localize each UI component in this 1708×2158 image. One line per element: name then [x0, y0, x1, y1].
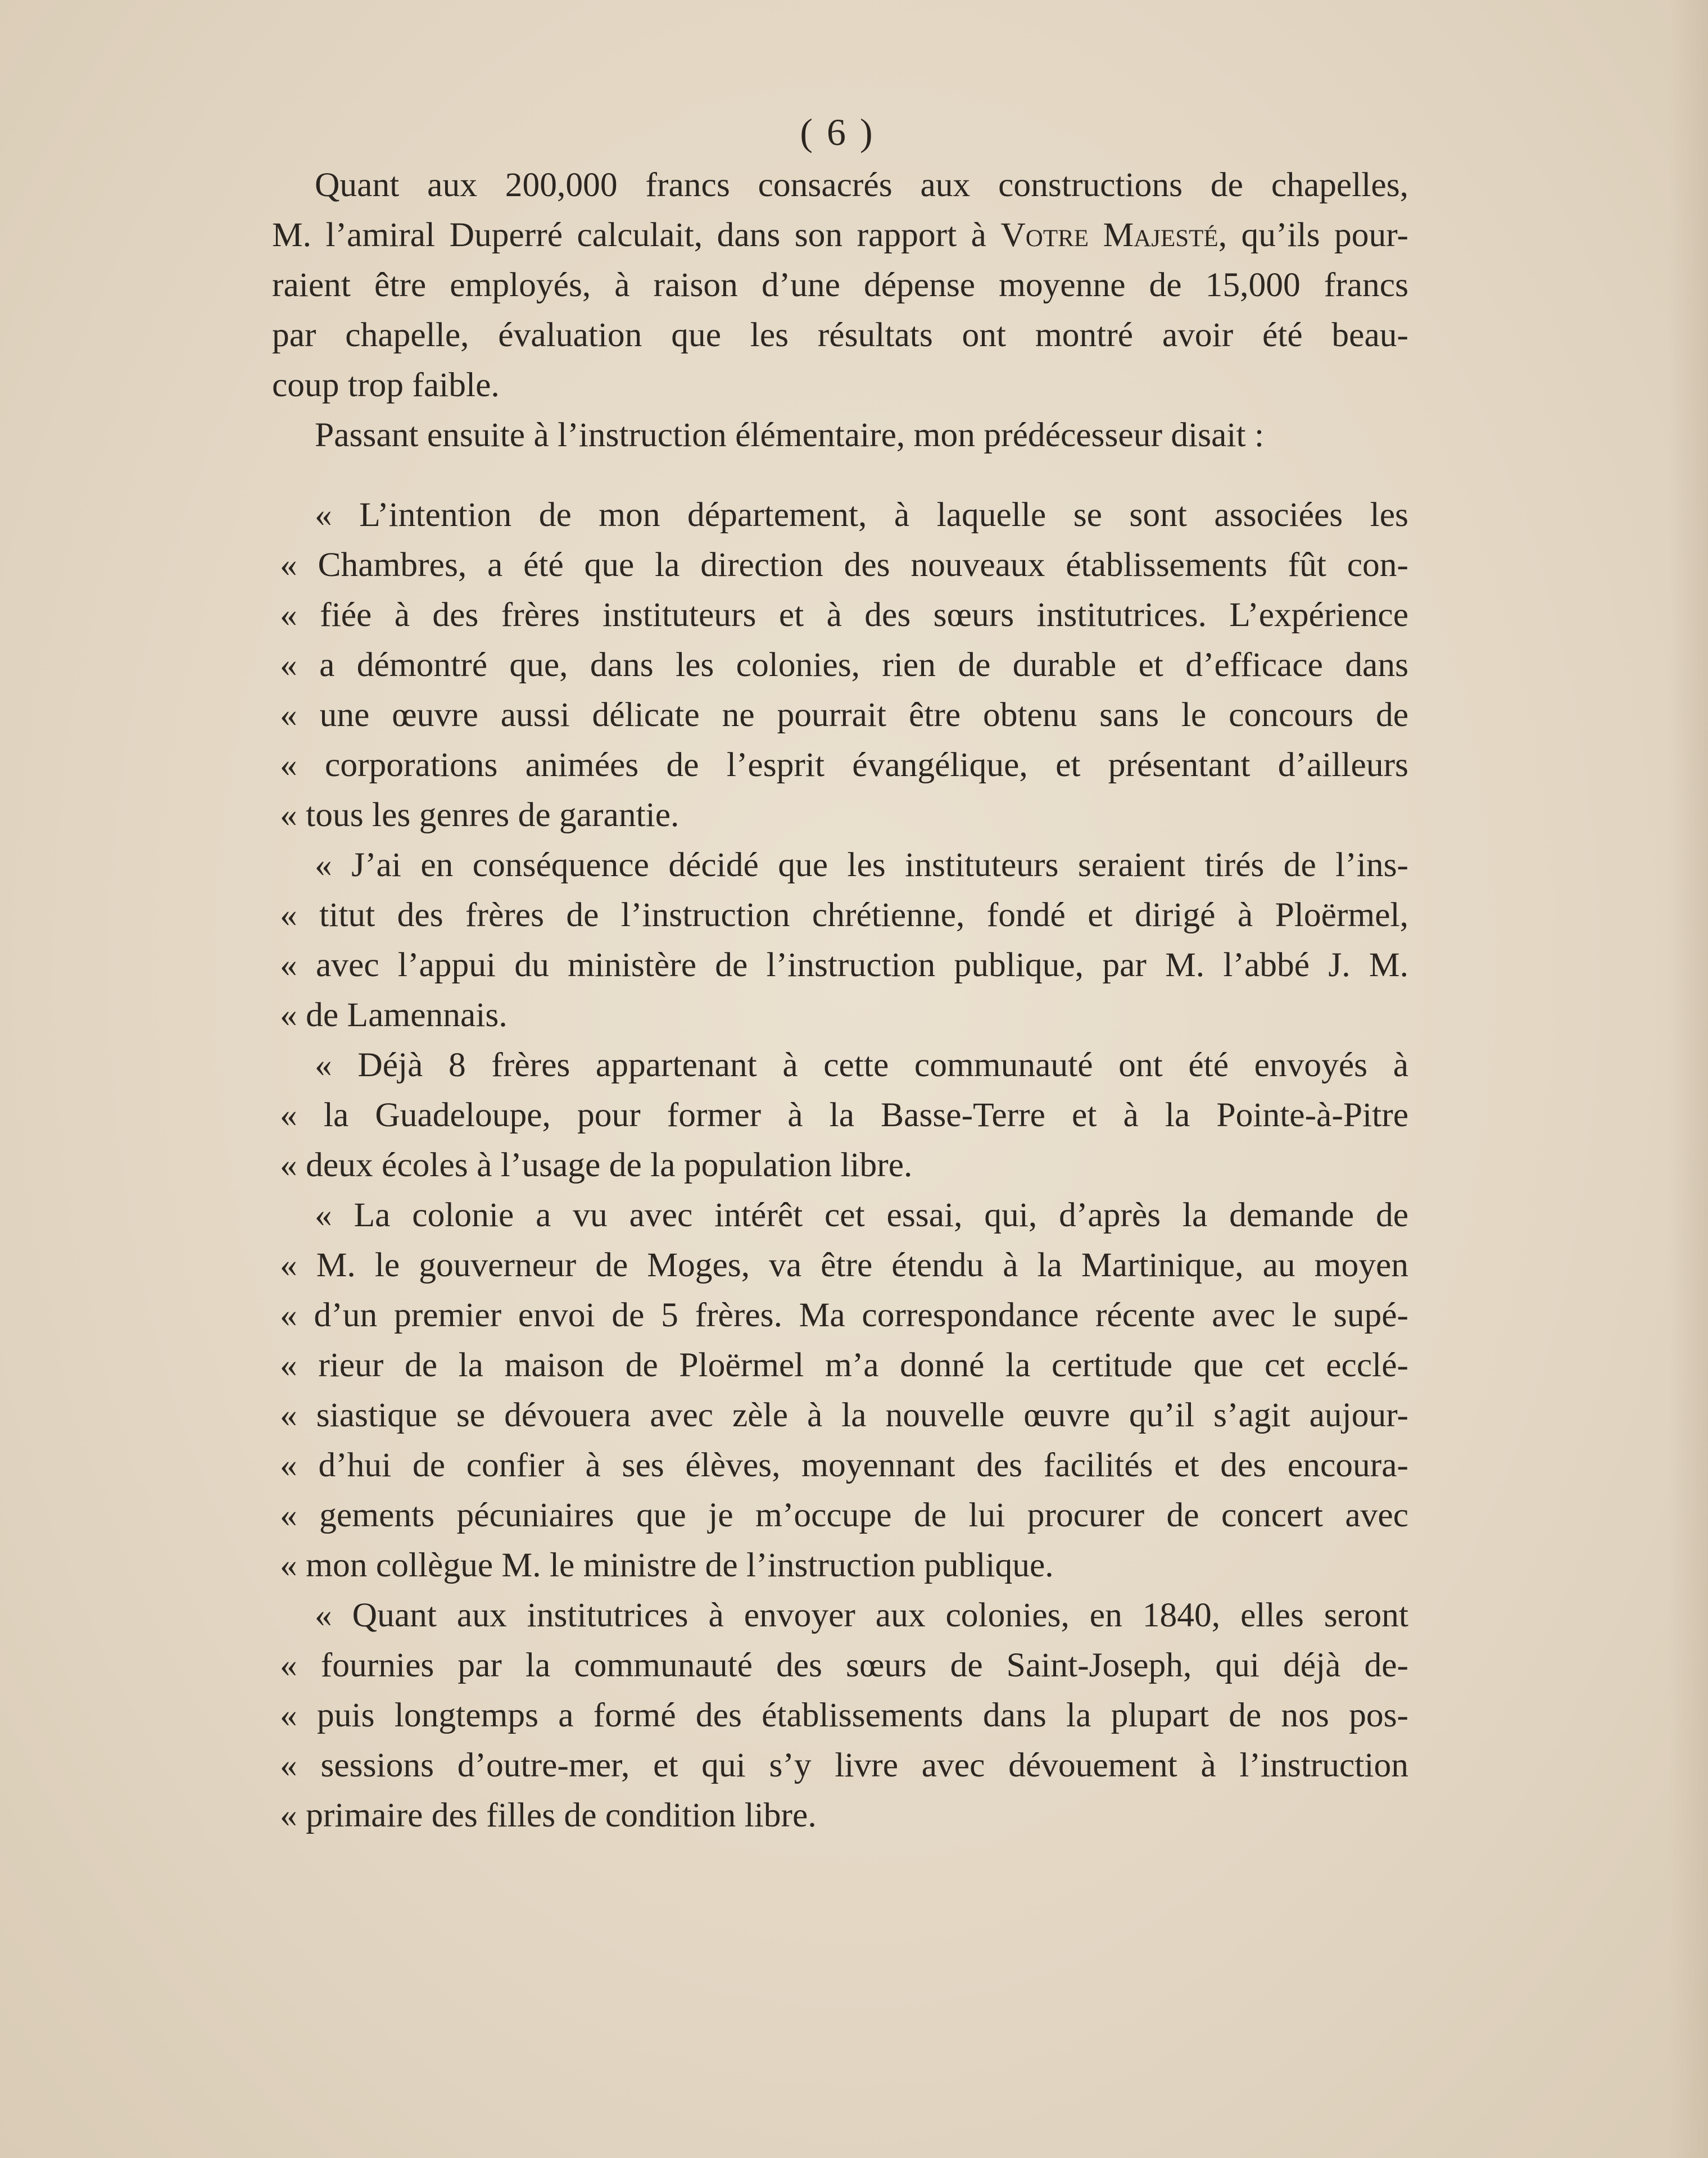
text-line: « L’intention de mon département, à laquelle se sont associées les [315, 496, 1408, 534]
text-line: « mon collègue M. le ministre de l’instruction publique. [280, 1546, 1054, 1584]
text-line: « primaire des filles de condition libre. [280, 1796, 817, 1834]
text-line: « gements pécuniaires que je m’occupe de lui procurer de concert avec [280, 1496, 1408, 1534]
paragraph-spacer [272, 460, 1408, 490]
text-line: par chapelle, évaluation que les résultats ont montré avoir été beau- [272, 316, 1408, 354]
text-line: « puis longtemps a formé des établissements dans la plupart de nos pos- [280, 1696, 1408, 1734]
page-edge-shadow [1669, 0, 1708, 2158]
text-line: « Déjà 8 frères appartenant à cette communauté ont été envoyés à [315, 1046, 1408, 1084]
quoted-paragraph [272, 490, 1408, 840]
text-line: « La colonie a vu avec intérêt cet essai, qui, d’après la demande de [315, 1196, 1408, 1234]
text-line: « fournies par la communauté des sœurs de Saint-Joseph, qui déjà de- [280, 1646, 1408, 1684]
votre-majeste-text: Votre Majesté [1000, 216, 1218, 254]
text-line: « une œuvre aussi délicate ne pourrait être obtenu sans le concours de [280, 696, 1408, 734]
text-line: « la Guadeloupe, pour former à la Basse-Terre et à la Pointe-à-Pitre [280, 1096, 1408, 1134]
text-line: « tous les genres de garantie. [280, 796, 679, 834]
quoted-paragraph [272, 1590, 1408, 1840]
text-line: « sessions d’outre-mer, et qui s’y livre avec dévouement à l’instruction [280, 1746, 1408, 1784]
text-line: M. l’amiral Duperré calculait, dans son rapport à Votre Majesté, qu’ils pour- [272, 216, 1408, 254]
quoted-paragraph [272, 1190, 1408, 1590]
text-line: « fiée à des frères instituteurs et à des sœurs institutrices. L’expérience [280, 596, 1408, 634]
quoted-paragraph [272, 840, 1408, 1040]
page-number: ( 6 ) [800, 111, 875, 153]
text-line: coup trop faible. [272, 366, 500, 404]
quoted-paragraph [272, 1040, 1408, 1190]
text-line: « siastique se dévouera avec zèle à la nouvelle œuvre qu’il s’agit aujour- [280, 1396, 1408, 1434]
text-line: « M. le gouverneur de Moges, va être étendu à la Martinique, au moyen [280, 1246, 1408, 1284]
text-line: Quant aux 200,000 francs consacrés aux constructions de chapelles, [315, 166, 1408, 204]
text-line: « deux écoles à l’usage de la population libre. [280, 1146, 913, 1184]
text-line: « d’hui de confier à ses élèves, moyennant des facilités et des encoura- [280, 1446, 1408, 1484]
text-line: « de Lamennais. [280, 996, 508, 1034]
paragraph [272, 410, 1408, 460]
text-line: « titut des frères de l’instruction chrétienne, fondé et dirigé à Ploërmel, [280, 896, 1408, 934]
text-line: « d’un premier envoi de 5 frères. Ma correspondance récente avec le supé- [280, 1296, 1408, 1334]
text-line: « avec l’appui du ministère de l’instruction publique, par M. l’abbé J. M. [280, 946, 1408, 984]
body-text [272, 160, 1408, 1840]
text-line: « rieur de la maison de Ploërmel m’a donné la certitude que cet ecclé- [280, 1346, 1408, 1384]
paragraph [272, 160, 1408, 410]
text-line: « Quant aux institutrices à envoyer aux colonies, en 1840, elles seront [315, 1596, 1408, 1634]
text-line: Passant ensuite à l’instruction élémentaire, mon prédécesseur disait : [315, 416, 1265, 454]
text-line: « a démontré que, dans les colonies, rien de durable et d’efficace dans [280, 646, 1408, 684]
text-line: « Chambres, a été que la direction des nouveaux établissements fût con- [280, 546, 1408, 584]
text-line: « corporations animées de l’esprit évangélique, et présentant d’ailleurs [280, 746, 1408, 784]
text-line: « J’ai en conséquence décidé que les instituteurs seraient tirés de l’ins- [315, 846, 1408, 884]
text-line: raient être employés, à raison d’une dépense moyenne de 15,000 francs [272, 266, 1408, 304]
